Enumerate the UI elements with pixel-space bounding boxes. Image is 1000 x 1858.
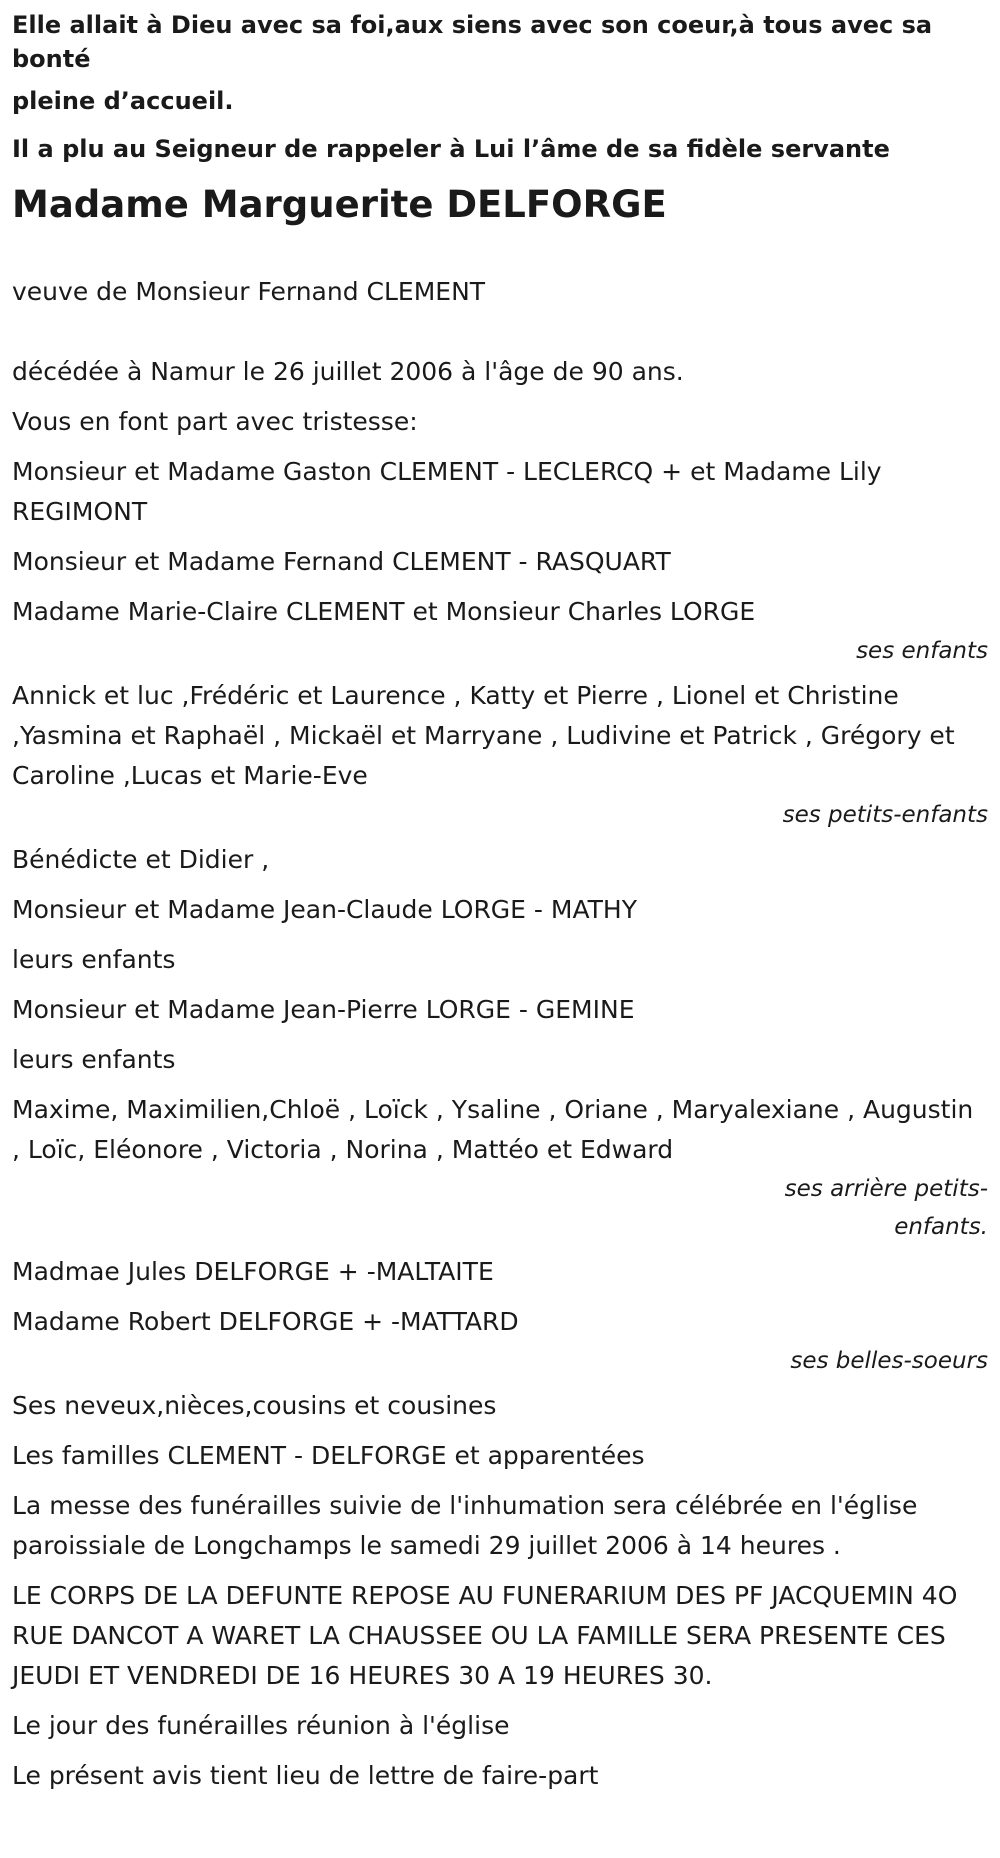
great-grandchildren-line: leurs enfants [12, 945, 176, 974]
great-grandchildren-line: Monsieur et Madame Jean-Pierre LORGE - GEMINE [12, 995, 635, 1024]
sister-in-law-line: Madmae Jules DELFORGE + -MALTAITE [12, 1257, 494, 1286]
spouse-line: veuve de Monsieur Fernand CLEMENT [12, 277, 486, 306]
great-grandchildren-line: leurs enfants [12, 1045, 176, 1074]
deceased-name: Madame Marguerite DELFORGE [12, 183, 667, 226]
sisters-in-law-label: ses belles-soeurs [790, 1348, 988, 1374]
grandchildren-line: Annick et luc ,Frédéric et Laurence , Katty et Pierre , Lionel et Christine ,Yasmina et Raphaël , Mickaël et Marryane , Ludivine et Patrick , Grégory et Caroline ,Lucas et Marie-Eve [12, 681, 955, 790]
intro-verse-line-2: pleine d’accueil. [12, 87, 234, 115]
announcement-line: Vous en font part avec tristesse: [12, 407, 418, 436]
great-grandchildren-label: ses arrière petits-enfants. [784, 1176, 988, 1240]
sister-in-law-line: Madame Robert DELFORGE + -MATTARD [12, 1307, 519, 1336]
closing-line: Le présent avis tient lieu de lettre de faire-part [12, 1761, 599, 1790]
closing-line: Le jour des funérailles réunion à l'église [12, 1711, 510, 1740]
funerarium-line: LE CORPS DE LA DEFUNTE REPOSE AU FUNERARIUM DES PF JACQUEMIN 4O RUE DANCOT A WARET LA CHAUSSEE OU LA FAMILLE SERA PRESENTE CES JEUDI ET VENDREDI DE 16 HEURES 30 A 19 HEURES 30. [12, 1581, 958, 1690]
great-grandchildren-line: Monsieur et Madame Jean-Claude LORGE - MATHY [12, 895, 637, 924]
intro-verse-line-3: Il a plu au Seigneur de rappeler à Lui l’âme de sa fidèle servante [12, 135, 890, 163]
closing-line: Ses neveux,nièces,cousins et cousines [12, 1391, 497, 1420]
death-line: décédée à Namur le 26 juillet 2006 à l'âge de 90 ans. [12, 357, 684, 386]
great-grandchildren-line: Maxime, Maximilien,Chloë , Loïck , Ysaline , Oriane , Maryalexiane , Augustin , Loïc, Eléonore , Victoria , Norina , Mattéo et Edward [12, 1095, 974, 1164]
grandchildren-label: ses petits-enfants [782, 802, 988, 828]
intro-verse-line-1: Elle allait à Dieu avec sa foi,aux siens avec son coeur,à tous avec sa bonté [12, 11, 933, 73]
closing-line: Les familles CLEMENT - DELFORGE et apparentées [12, 1441, 645, 1470]
great-grandchildren-line: Bénédicte et Didier , [12, 845, 270, 874]
funeral-mass-line: La messe des funérailles suivie de l'inhumation sera célébrée en l'église paroissiale de Longchamps le samedi 29 juillet 2006 à 14 heures . [12, 1491, 918, 1560]
child-line: Madame Marie-Claire CLEMENT et Monsieur Charles LORGE [12, 597, 756, 626]
children-label: ses enfants [856, 638, 988, 664]
child-line: Monsieur et Madame Gaston CLEMENT - LECLERCQ + et Madame Lily REGIMONT [12, 457, 882, 526]
child-line: Monsieur et Madame Fernand CLEMENT - RASQUART [12, 547, 671, 576]
